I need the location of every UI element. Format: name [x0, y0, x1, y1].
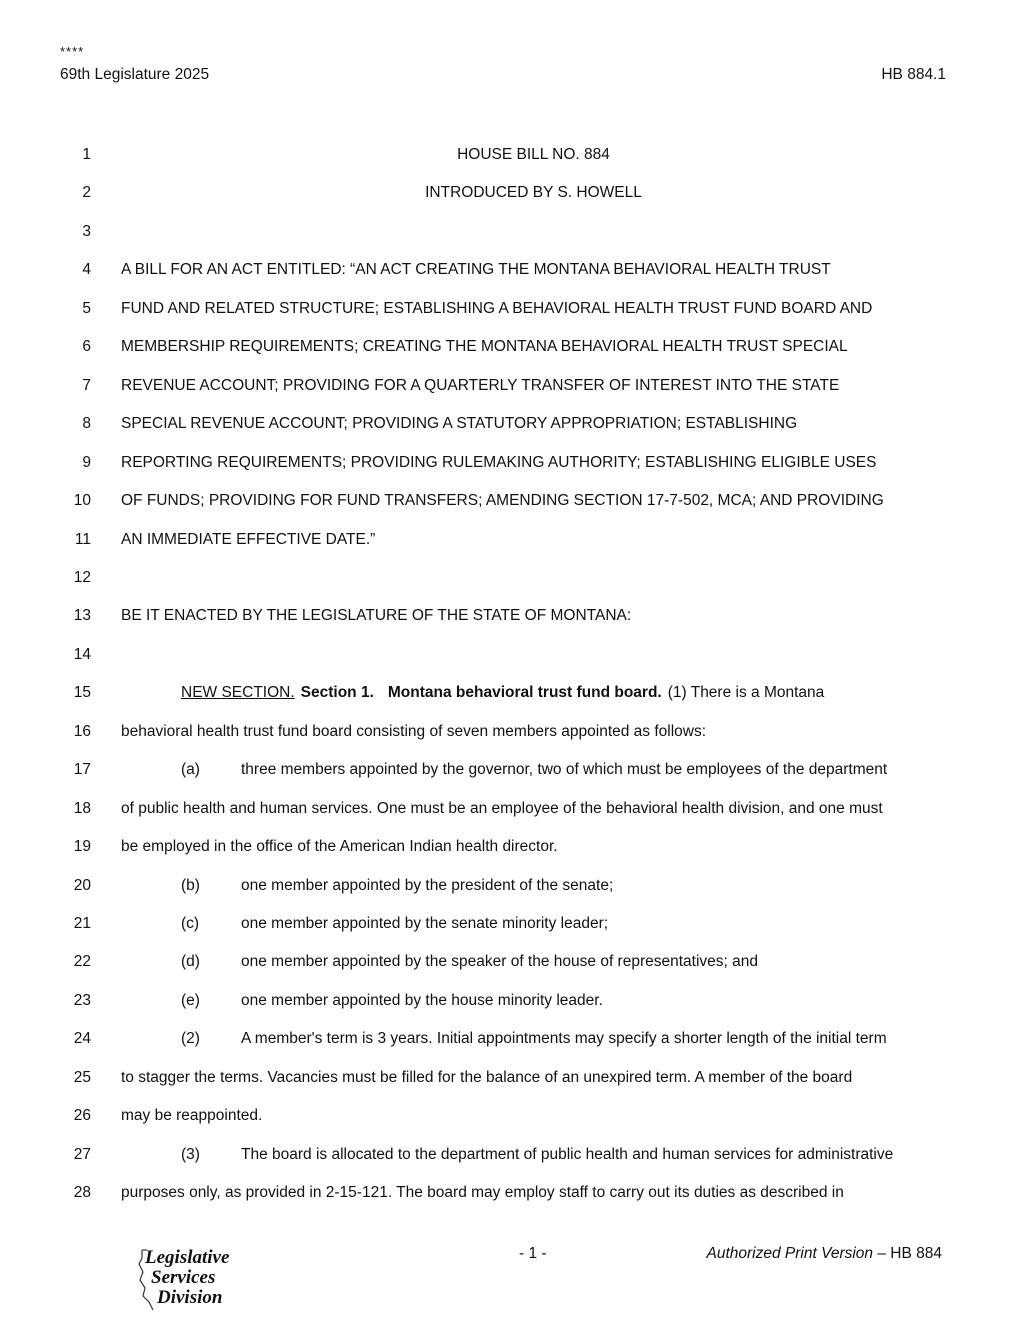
authorized-print-version [706, 1245, 942, 1263]
bill-line [0, 566, 1024, 590]
bill-line [0, 1027, 1024, 1051]
bill-line [0, 528, 1024, 552]
line-number: 11 [74, 530, 91, 548]
line-text: BE IT ENACTED BY THE LEGISLATURE OF THE STATE OF MONTANA: [121, 607, 632, 625]
line-text: A BILL FOR AN ACT ENTITLED: “AN ACT CREATING THE MONTANA BEHAVIORAL HEALTH TRUST [121, 261, 831, 279]
line-text: to stagger the terms. Vacancies must be filled for the balance of an unexpired term. A member of the board [121, 1068, 853, 1086]
subsection-label: (3) [181, 1145, 200, 1163]
bill-line [0, 643, 1024, 667]
section-title: Montana behavioral trust fund board. [387, 684, 662, 702]
section-heading [181, 681, 824, 705]
bill-line [0, 720, 1024, 744]
subsection-label: (2) [181, 1030, 200, 1048]
section-label: Section 1. [300, 684, 374, 702]
bill-line [0, 335, 1024, 359]
bill-line [0, 989, 1024, 1013]
bill-line [0, 604, 1024, 628]
authorized-bill: – HB 884 [873, 1245, 942, 1262]
line-text: REVENUE ACCOUNT; PROVIDING FOR A QUARTERLY TRANSFER OF INTEREST INTO THE STATE [121, 376, 840, 394]
line-text: REPORTING REQUIREMENTS; PROVIDING RULEMAKING AUTHORITY; ESTABLISHING ELIGIBLE USES [121, 453, 877, 471]
bill-line [0, 258, 1024, 282]
bill-line [0, 950, 1024, 974]
bill-version-id: HB 884.1 [881, 66, 946, 83]
bill-line [0, 412, 1024, 436]
line-number: 19 [73, 838, 91, 856]
line-number: 26 [73, 1107, 91, 1125]
subsection-label: (b) [181, 876, 200, 894]
line-number: 2 [82, 184, 91, 202]
subsection-text: three members appointed by the governor, two of which must be employees of the department [241, 761, 888, 779]
page-number: - 1 - [519, 1245, 547, 1262]
subsection-text: one member appointed by the house minority leader. [241, 991, 603, 1009]
bill-line [0, 297, 1024, 321]
logo-line-division: Division [157, 1287, 223, 1308]
logo-line-legislative: Legislative [145, 1247, 230, 1268]
line-number: 15 [73, 684, 91, 702]
section-text: (1) There is a Montana [667, 684, 825, 702]
subsection-label: (e) [181, 991, 200, 1009]
bill-line [0, 489, 1024, 513]
line-number: 28 [73, 1184, 91, 1202]
bill-heading: INTRODUCED BY S. HOWELL [425, 184, 642, 202]
subsection-label: (a) [181, 761, 200, 779]
line-text: SPECIAL REVENUE ACCOUNT; PROVIDING A STATUTORY APPROPRIATION; ESTABLISHING [121, 415, 798, 433]
new-section-marker: NEW SECTION. [181, 684, 295, 702]
bill-line [0, 1066, 1024, 1090]
line-number: 18 [73, 799, 91, 817]
line-number: 22 [73, 953, 91, 971]
line-number: 17 [73, 761, 91, 779]
authorized-label: Authorized Print Version [706, 1245, 874, 1262]
line-text: OF FUNDS; PROVIDING FOR FUND TRANSFERS; AMENDING SECTION 17-7-502, MCA; AND PROVIDING [121, 492, 884, 510]
logo-line-services: Services [151, 1267, 216, 1288]
line-text: behavioral health trust fund board consisting of seven members appointed as follows: [121, 722, 707, 740]
line-number: 4 [82, 261, 91, 279]
bill-line [0, 758, 1024, 782]
line-number: 10 [73, 492, 91, 510]
bill-line [0, 1143, 1024, 1167]
line-number: 20 [73, 876, 91, 894]
bill-line [0, 143, 1024, 167]
line-number: 21 [73, 915, 91, 932]
line-number: 8 [82, 415, 91, 433]
bill-line [0, 1104, 1024, 1128]
line-text: MEMBERSHIP REQUIREMENTS; CREATING THE MONTANA BEHAVIORAL HEALTH TRUST SPECIAL [121, 338, 848, 356]
subsection-label: (d) [181, 953, 200, 971]
legislative-services-division-logo [133, 1246, 253, 1316]
line-number: 25 [73, 1068, 91, 1086]
line-number: 6 [82, 338, 91, 356]
bill-line [0, 374, 1024, 398]
line-number: 27 [73, 1145, 91, 1163]
line-number: 23 [73, 991, 91, 1009]
subsection-text: one member appointed by the president of the senate; [241, 876, 614, 894]
line-number: 24 [73, 1030, 91, 1048]
bill-line [0, 681, 1024, 705]
line-number: 14 [73, 645, 91, 663]
line-text: AN IMMEDIATE EFFECTIVE DATE.” [121, 530, 376, 548]
line-number: 7 [82, 376, 91, 394]
subsection-text: A member's term is 3 years. Initial appointments may specify a shorter length of the initial term [241, 1030, 887, 1048]
line-number: 16 [73, 722, 91, 740]
bill-line [0, 835, 1024, 859]
line-number: 1 [82, 146, 91, 163]
subsection-label: (c) [181, 915, 200, 932]
line-number: 12 [73, 568, 91, 586]
line-text: may be reappointed. [121, 1107, 263, 1125]
line-number: 13 [73, 607, 91, 625]
line-number: 9 [82, 453, 91, 471]
line-number: 3 [82, 222, 91, 240]
line-text: be employed in the office of the American Indian health director. [121, 838, 558, 856]
bill-line [0, 220, 1024, 244]
subsection-text: one member appointed by the senate minority leader; [241, 915, 609, 932]
bill-line [0, 1181, 1024, 1205]
bill-heading: HOUSE BILL NO. 884 [457, 146, 610, 163]
subsection-text: The board is allocated to the department of public health and human services for administrative [241, 1145, 894, 1163]
line-text: FUND AND RELATED STRUCTURE; ESTABLISHING A BEHAVIORAL HEALTH TRUST FUND BOARD AND [121, 299, 873, 317]
line-text: purposes only, as provided in 2-15-121. The board may employ staff to carry out its duties as described in [121, 1184, 844, 1202]
legislature-session: 69th Legislature 2025 [60, 66, 210, 83]
subsection-text: one member appointed by the speaker of the house of representatives; and [241, 953, 759, 971]
bill-line [0, 181, 1024, 205]
bill-line [0, 912, 1024, 936]
bill-line [0, 874, 1024, 898]
bill-line [0, 797, 1024, 821]
header-stars: **** [60, 44, 85, 59]
line-number: 5 [82, 299, 91, 317]
bill-line [0, 451, 1024, 475]
line-text: of public health and human services. One must be an employee of the behavioral health division, and one must [121, 799, 883, 817]
